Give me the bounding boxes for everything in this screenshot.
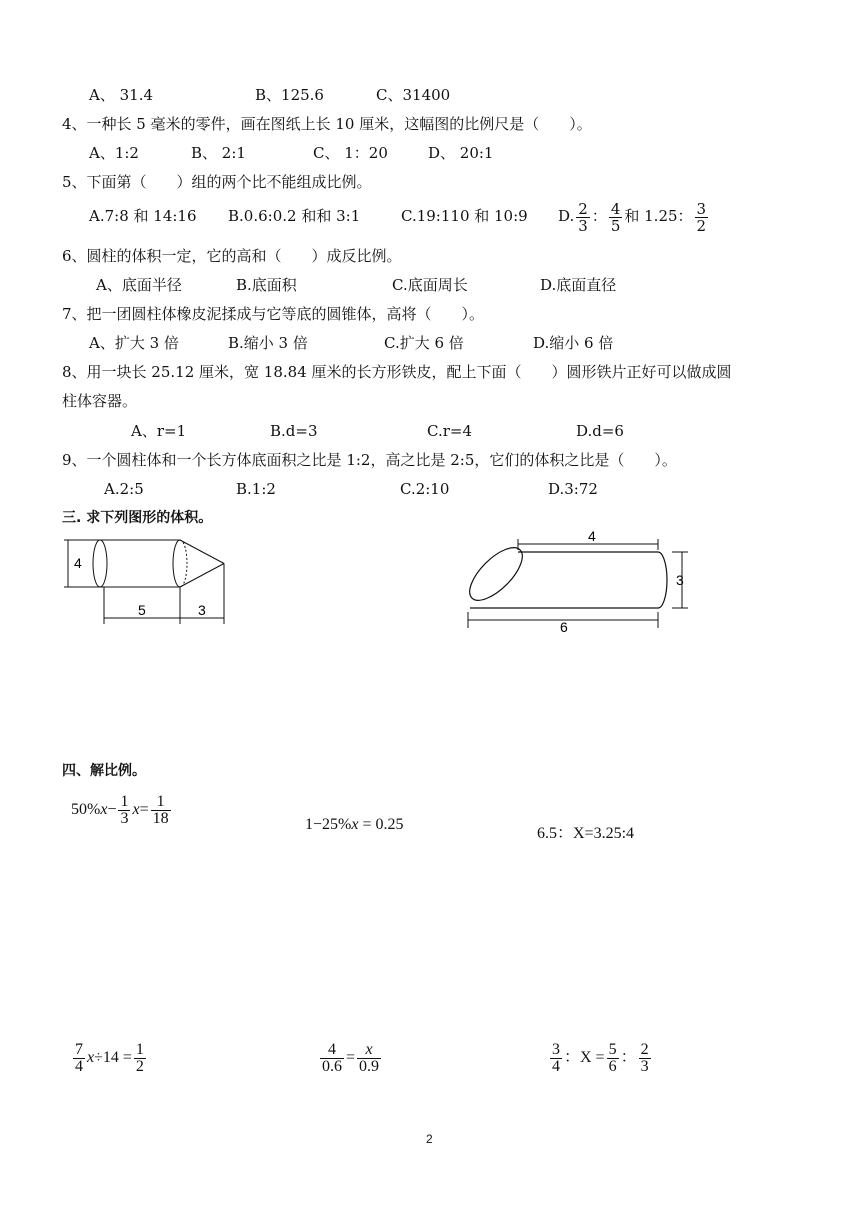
section4-title: 四、解比例。	[62, 763, 146, 779]
page-number: 2	[426, 1132, 433, 1146]
q6-option-b: B.底面积	[236, 276, 297, 294]
q7-option-a: A、扩大 3 倍	[89, 334, 179, 352]
q9-stem: 9、一个圆柱体和一个长方体底面积之比是 1:2，高之比是 2:5，它们的体积之比是（ ）。	[62, 451, 677, 469]
cylinder-cone-figure	[62, 530, 232, 630]
q6-option-a: A、底面半径	[96, 276, 182, 294]
q7-option-b: B.缩小 3 倍	[228, 334, 308, 352]
equation-6: $\frac{3}{4}$ ：X = $\frac{5}{6}$ ： $\frac{2}{3}$	[552, 1041, 649, 1075]
q9-option-c: C.2:10	[400, 480, 450, 498]
equation-4: $\frac{7}{4}$ x÷14 = $\frac{1}{2}$	[75, 1041, 144, 1075]
fig2-top-label: 4	[588, 528, 596, 544]
equation-2: 1−25%x = 0.25	[305, 816, 404, 833]
q3-option-b: B、125.6	[255, 86, 324, 104]
q7-option-d: D.缩小 6 倍	[533, 334, 614, 352]
q5-stem: 5、下面第（ ）组的两个比不能组成比例。	[62, 173, 372, 191]
q3-option-a: A、 31.4	[89, 86, 153, 104]
fig1-cylinder-length-label: 5	[138, 602, 146, 618]
q9-option-a: A.2:5	[104, 480, 144, 498]
section3-title: 三. 求下列图形的体积。	[62, 510, 213, 526]
q5-option-a: A.7:8 和 14:16	[89, 207, 197, 225]
fig2-bottom-label: 6	[560, 619, 568, 634]
q8-option-b: B.d=3	[270, 422, 318, 440]
q6-option-d: D.底面直径	[540, 276, 617, 294]
q5-option-b: B.0.6:0.2 和和 3:1	[228, 207, 361, 225]
fig1-cone-length-label: 3	[198, 602, 206, 618]
q8-option-a: A、r=1	[131, 422, 187, 440]
fig2-side-label: 3	[676, 572, 684, 588]
q4-option-b: B、 2:1	[191, 144, 246, 162]
q4-option-a: A、1:2	[89, 144, 139, 162]
q5-option-c: C.19:110 和 10:9	[401, 207, 528, 225]
q9-option-b: B.1:2	[236, 480, 276, 498]
q4-option-d: D、 20:1	[428, 144, 494, 162]
q4-option-c: C、 1：20	[313, 144, 388, 162]
q8-option-c: C.r=4	[427, 422, 472, 440]
equation-5: $\frac{4}{0.6}$ = $\frac{x}{0.9}$	[322, 1041, 380, 1075]
equation-3: 6.5：X=3.25:4	[537, 825, 635, 842]
fig1-height-label: 4	[74, 555, 82, 571]
q6-option-c: C.底面周长	[392, 276, 468, 294]
q7-option-c: C.扩大 6 倍	[384, 334, 464, 352]
equation-1: 50%x− $\frac{1}{3}$ x= $\frac{1}{18}$	[71, 793, 169, 827]
q6-stem: 6、圆柱的体积一定，它的高和（ ）成反比例。	[62, 247, 402, 265]
q7-stem: 7、把一团圆柱体橡皮泥揉成与它等底的圆锥体，高将（ ）。	[62, 305, 485, 323]
q5-option-d: D. $\frac{2}{3}$ ： $\frac{4}{5}$ 和 1.25： $\frac{3}{2}$	[558, 199, 707, 235]
q8-option-d: D.d=6	[576, 422, 624, 440]
q9-option-d: D.3:72	[548, 480, 598, 498]
cut-cylinder-figure	[460, 522, 700, 634]
q8-stem-line2: 柱体容器。	[62, 392, 138, 410]
q8-stem-line1: 8、用一块长 25.12 厘米，宽 18.84 厘米的长方形铁皮，配上下面（ ）圆形铁片正好可以做成圆	[62, 363, 732, 381]
q4-stem: 4、一种长 5 毫米的零件，画在图纸上长 10 厘米，这幅图的比例尺是（ ）。	[62, 115, 592, 133]
q3-option-c: C、31400	[376, 86, 451, 104]
